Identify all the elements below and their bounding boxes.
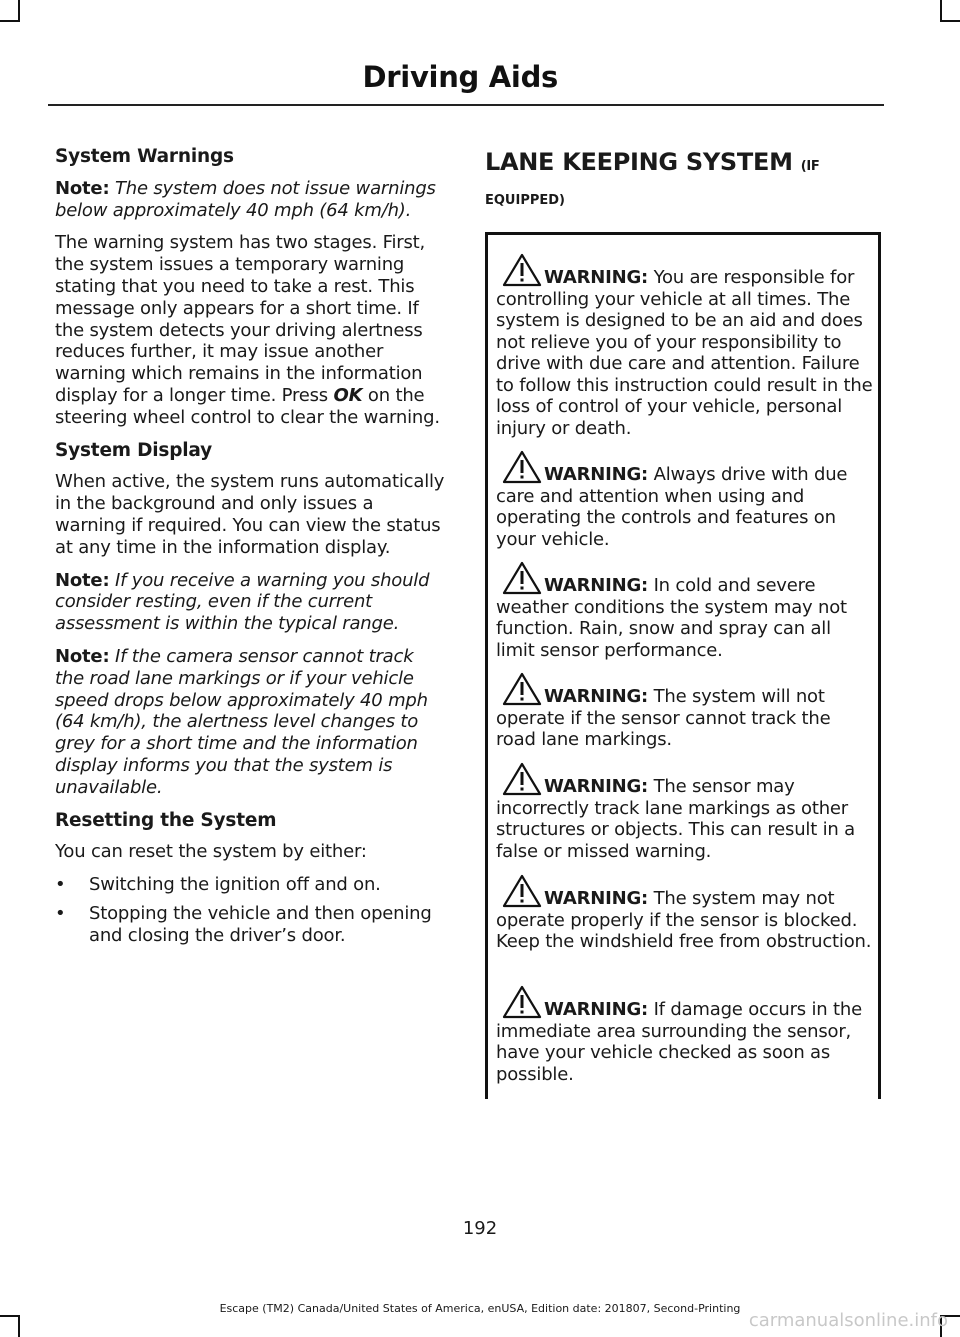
warning-item [496,561,874,661]
warning-triangle-icon [502,672,542,706]
watermark: carmanualsonline.info [748,1310,948,1331]
crop-mark [0,20,20,22]
crop-mark [940,20,960,22]
section-title-suffix: (IF [800,159,820,174]
warning-text: The system will not operate if the sensor cannot track the road lane markings. [496,686,831,750]
heading-resetting-system: Resetting the System [55,809,277,831]
warning-label: WARNING: [544,686,649,707]
warning-label: WARNING: [544,888,649,909]
warning-triangle-icon [502,450,542,484]
body-paragraph: When active, the system runs automatically in the background and only issues a warning if required. You can view the status at any time in the information display. [55,471,445,558]
warnings-box [485,232,881,1099]
warning-item [496,874,874,953]
right-column-heading [485,146,885,208]
note-text: If you receive a warning you should consider resting, even if the current assessment is within the typical range. [55,569,430,635]
ok-button-reference: OK [333,384,363,406]
list-item-text: Stopping the vehicle and then opening and closing the driver’s door. [89,902,432,946]
crop-mark [18,1315,20,1337]
header-rule [48,104,884,106]
warning-label: WARNING: [544,267,649,288]
warning-text: The system may not operate properly if the sensor is blocked. Keep the windshield free from obstruction. [496,888,872,952]
warning-text: The sensor may incorrectly track lane markings as other structures or objects. This can result in a false or missed warning. [496,776,855,862]
warning-label: WARNING: [544,464,649,485]
footer-edition: Escape (TM2) Canada/United States of America, enUSA, Edition date: 201807, Second-Printing [219,1302,741,1315]
warning-text: If damage occurs in the immediate area surrounding the sensor, have your vehicle checked as soon as possible. [496,999,862,1085]
list-item [55,903,447,947]
heading-system-display: System Display [55,439,212,461]
section-title-text: LANE KEEPING SYSTEM [485,148,793,176]
warning-item [496,253,874,439]
note-label: Note: [55,569,110,591]
warning-label: WARNING: [544,776,649,797]
warning-text: In cold and severe weather conditions the system may not function. Rain, snow and spray can all limit sensor performance. [496,575,847,661]
warning-item [496,985,874,1085]
note-paragraph [55,570,447,635]
list-item [55,874,447,896]
bullet-icon: • [55,902,66,924]
body-text: on the steering wheel control to clear the warning. [55,384,440,428]
bullet-list [55,874,447,946]
body-paragraph: You can reset the system by either: [55,841,367,863]
page-title: Driving Aids [362,60,558,94]
warning-item [496,672,874,751]
warning-item [496,450,874,550]
warning-text: Always drive with due care and attention when using and operating the controls and features on your vehicle. [496,464,848,550]
warning-label: WARNING: [544,575,649,596]
heading-system-warnings: System Warnings [55,146,234,167]
warning-text: You are responsible for controlling your vehicle at all times. The system is designed to be an aid and does not relieve you of your responsibility to drive with due care and attention. Failure to follow this instruction could result in the loss of control of your vehicle, personal injury or death. [496,267,873,439]
warning-item [496,762,874,862]
warning-triangle-icon [502,253,542,287]
list-item-text: Switching the ignition off and on. [89,874,381,896]
bullet-icon: • [55,874,66,896]
crop-mark [0,1315,20,1317]
note-text: If the camera sensor cannot track the road lane markings or if your vehicle speed drops below approximately 40 mph (64 km/h), the alertness level changes to grey for a short time and the information display informs you that the system is unavailable. [55,645,428,798]
left-column [55,146,447,954]
section-title [485,146,885,183]
body-text: The warning system has two stages. First, the system issues a temporary warning stating that you need to take a rest. This message only appears for a short time. If the system detects your driving alertness reduces further, it may issue another warning which remains in the information display for a longer time. Press [55,232,426,406]
warning-triangle-icon [502,762,542,796]
body-paragraph [55,232,447,428]
crop-mark [940,0,942,22]
note-text: The system does not issue warnings below approximately 40 mph (64 km/h). [55,177,436,221]
warning-triangle-icon [502,985,542,1019]
page-number: 192 [462,1218,498,1239]
note-label: Note: [55,177,110,199]
section-title-suffix: EQUIPPED) [485,193,565,208]
warning-label: WARNING: [544,999,649,1020]
warning-triangle-icon [502,561,542,595]
warning-triangle-icon [502,874,542,908]
note-paragraph [55,178,447,222]
crop-mark [18,0,20,22]
note-paragraph [55,646,447,799]
note-label: Note: [55,645,110,667]
